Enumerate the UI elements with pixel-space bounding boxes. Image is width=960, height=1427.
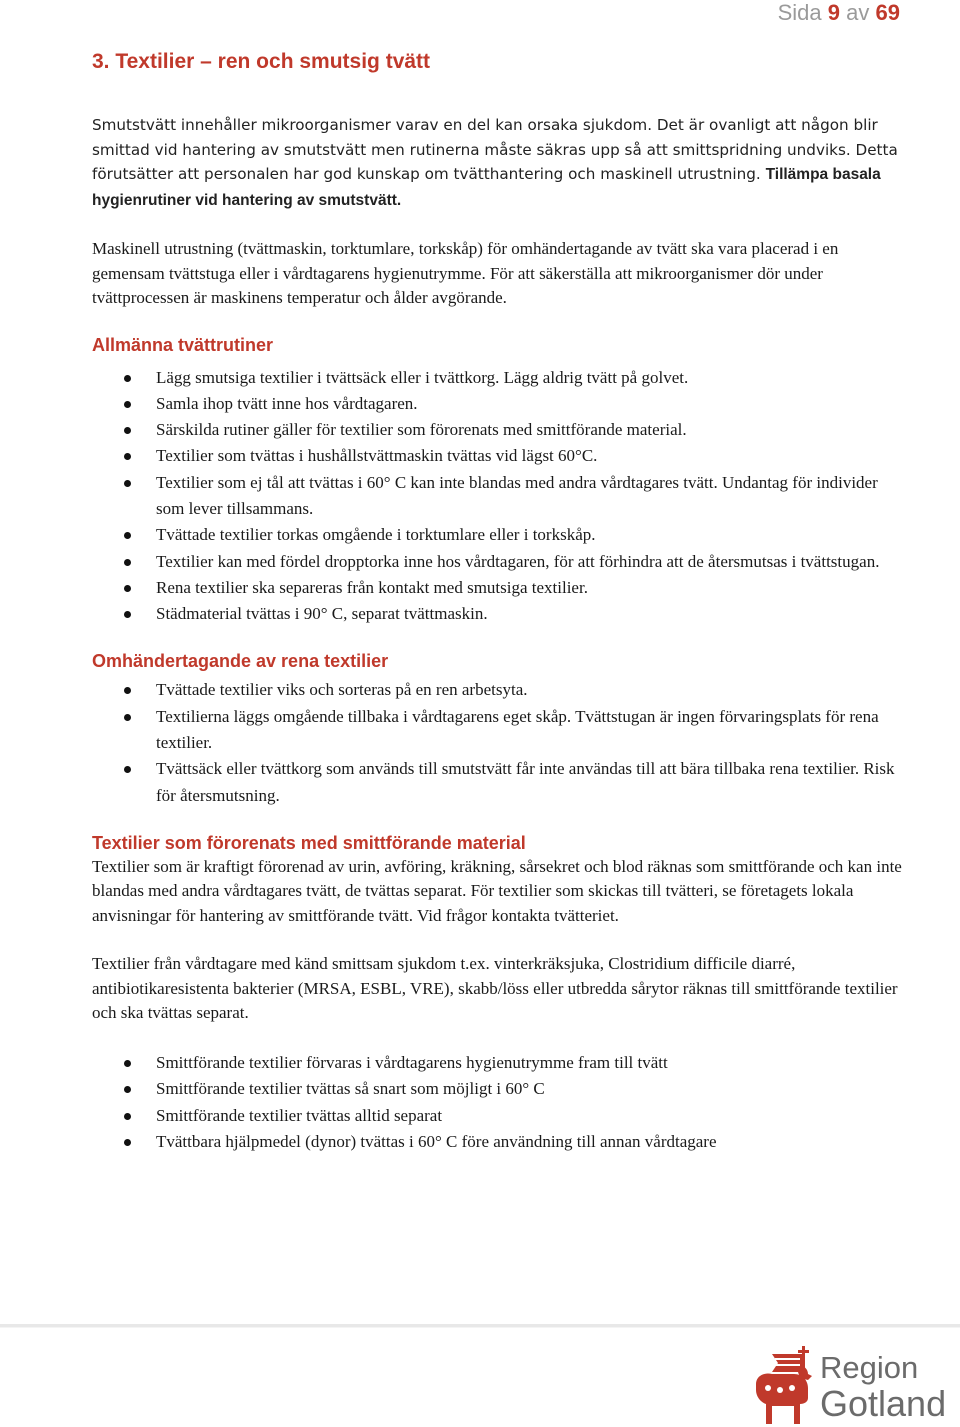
clean-textile-item: Tvättsäck eller tvättkorg som används till smutstvätt får inte användas till att bära tillbaka rena textilier. Risk för återsmutsning. xyxy=(92,756,907,809)
infectious-textiles-list xyxy=(92,1050,907,1155)
section-title-clean: Omhändertagande av rena textilier xyxy=(92,651,389,672)
gotland-ram-icon xyxy=(750,1346,822,1426)
general-routine-item: Lägg smutsiga textilier i tvättsäck eller i tvättkorg. Lägg aldrig tvätt på golvet. xyxy=(92,365,907,391)
general-routine-item: Textilier som tvättas i hushållstvättmaskin tvättas vid lägst 60°C. xyxy=(92,443,907,469)
infectious-textile-item: Smittförande textilier tvättas så snart som möjligt i 60° C xyxy=(92,1076,907,1102)
general-routine-item: Textilier kan med fördel dropptorka inne hos vårdtagaren, för att förhindra att de återsmutsas i tvättstugan. xyxy=(92,549,907,575)
infectious-textile-item: Tvättbara hjälpmedel (dynor) tvättas i 60° C före användning till annan vårdtagare xyxy=(92,1129,907,1155)
general-routine-item: Textilier som ej tål att tvättas i 60° C kan inte blandas med andra vårdtagares tvätt. Undantag för individer som lever tillsammans. xyxy=(92,470,907,523)
section-title-infectious: Textilier som förorenats med smittförande material xyxy=(92,832,526,853)
logo-wordmark: Region Gotland xyxy=(820,1350,947,1424)
infectious-textile-item: Smittförande textilier tvättas alltid separat xyxy=(92,1103,907,1129)
general-routine-item: Samla ihop tvätt inne hos vårdtagaren. xyxy=(92,391,907,417)
page-number: Sida 9 av 69 xyxy=(777,0,900,25)
infectious-paragraph-2: Textilier från vårdtagare med känd smittsam sjukdom t.ex. vinterkräksjuka, Clostridium difficile diarré, antibiotikaresistenta bakterier (MRSA, ESBL, VRE), skabb/löss eller utbredda sårytor räknas till smittförande textilier och ska tvättas separat. xyxy=(92,954,898,1023)
chapter-title: 3. Textilier – ren och smutsig tvätt xyxy=(92,50,431,73)
region-gotland-logo xyxy=(750,1344,960,1427)
clean-textile-item: Tvättade textilier viks och sorteras på en ren arbetsyta. xyxy=(92,677,907,703)
footer-divider xyxy=(0,1324,960,1328)
section-title-general: Allmänna tvättrutiner xyxy=(92,334,274,355)
equipment-paragraph: Maskinell utrustning (tvättmaskin, torktumlare, torkskåp) för omhändertagande av tvätt ska vara placerad i en gemensam tvättstuga eller i vårdtagarens hygienutrymme. För att säkerställa att mikroorganismer dör under tvättprocessen är maskinens temperatur och ålder avgörande. xyxy=(92,239,839,307)
infectious-textile-item: Smittförande textilier förvaras i vårdtagarens hygienutrymme fram till tvätt xyxy=(92,1050,907,1076)
general-routines-list xyxy=(92,365,907,628)
general-routine-item: Tvättade textilier torkas omgående i torktumlare eller i torkskåp. xyxy=(92,522,907,548)
intro-paragraph: Smutstvätt innehåller mikroorganismer varav en del kan orsaka sjukdom. Det är ovanligt att någon blir smittad vid hantering av smutstvätt men rutinerna måste säkras upp så att smittspridning undviks. Detta förutsätter att personalen har god kunskap om tvätthantering och maskinell utrustning. Tillämpa basala hygienrutiner vid hantering av smutstvätt. xyxy=(92,116,898,209)
clean-textile-item: Textilierna läggs omgående tillbaka i vårdtagarens eget skåp. Tvättstugan är ingen förvaringsplats för rena textilier. xyxy=(92,704,907,757)
infectious-paragraph-1: Textilier som är kraftigt förorenad av urin, avföring, kräkning, sårsekret och blod räknas som smittförande och kan inte blandas med andra vårdtagares tvätt, de tvättas separat. För textilier som skickas till tvätteri, se företagets lokala anvisningar för hantering av smittförande tvätt. Vid frågor kontakta tvätteriet. xyxy=(92,856,902,925)
general-routine-item: Städmaterial tvättas i 90° C, separat tvättmaskin. xyxy=(92,601,907,627)
clean-textiles-list xyxy=(92,677,907,808)
document-body xyxy=(92,113,907,1155)
general-routine-item: Rena textilier ska separeras från kontakt med smutsiga textilier. xyxy=(92,575,907,601)
intro-emphasis: Tillämpa basala hygienrutiner vid hantering av smutstvätt. xyxy=(92,166,881,209)
general-routine-item: Särskilda rutiner gäller för textilier som förorenats med smittförande material. xyxy=(92,417,907,443)
